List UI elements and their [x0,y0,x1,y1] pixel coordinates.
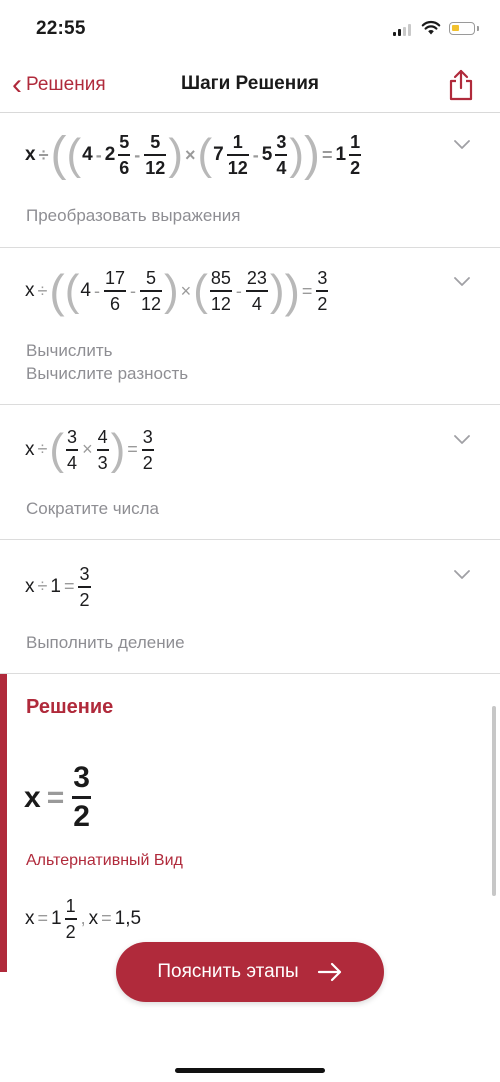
number: 1 [50,575,61,597]
equals-sign: = [63,576,75,597]
scrollbar[interactable] [492,706,496,896]
number: 7 [213,144,224,165]
fraction: $\frac{3}{4}$ [67,427,78,473]
fraction: $\frac{1}{2}$ [65,896,76,942]
minus-sign: - [95,144,102,165]
description-line: Вычислить [26,341,113,360]
back-button-label: Решения [26,74,106,95]
fraction: $\frac{5}{12}$ [140,268,162,314]
number: 1 [335,144,347,165]
chevron-down-icon[interactable] [454,140,470,150]
paren-open: ( [193,266,208,315]
paren-open: ( [49,424,65,474]
navigation-bar [0,58,500,113]
divide-sign: ÷ [37,576,48,597]
paren-close: ) [164,266,179,315]
arrow-right-icon [317,962,343,982]
minus-sign: - [134,144,141,165]
home-indicator[interactable] [175,1068,325,1073]
fraction: $\frac{23}{4}$ [246,268,267,314]
step-1[interactable] [0,113,500,248]
fraction: $\frac{3}{4}$ [276,132,287,178]
var-x: x [88,907,99,929]
comma: , [80,908,86,929]
var-x: x [24,780,41,814]
description-line: Сократите числа [26,499,159,518]
equals-sign: = [321,144,333,165]
fraction: $\frac{1}{2}$ [350,132,361,178]
step-2[interactable] [0,248,500,405]
times-sign: × [82,439,93,460]
fraction: $\frac{1}{12}$ [227,132,248,178]
chevron-down-icon[interactable] [454,277,470,287]
step-4-expression [24,564,93,610]
fraction: $\frac{3}{2}$ [79,564,90,610]
explain-steps-button[interactable] [116,942,384,1002]
equals-sign: = [37,908,49,929]
status-bar [0,0,500,58]
var-x: x [25,280,35,301]
solution-answer [24,762,93,833]
fraction: $\frac{3}{2}$ [73,761,90,833]
number: 4 [82,144,93,165]
step-3-expression [24,424,156,474]
var-x: x [25,907,35,929]
page-title: Шаги Решения [181,73,319,94]
fraction: $\frac{5}{6}$ [119,132,130,178]
fraction: $\frac{17}{6}$ [104,268,125,314]
number: 1 [51,907,62,929]
paren-close: ) [289,130,304,179]
paren-open: ( [50,128,67,181]
solution-section [0,674,500,972]
fraction: $\frac{85}{12}$ [210,268,231,314]
fraction: $\frac{3}{2}$ [142,427,153,473]
fraction: $\frac{3}{2}$ [317,268,328,314]
equals-sign: = [127,439,138,460]
paren-close: ) [304,128,320,181]
minus-sign: - [93,280,100,301]
step-2-expression [24,265,330,317]
chevron-left-icon: ‹ [12,68,22,101]
solution-heading: Решение [26,696,114,718]
var-x: x [25,575,35,597]
equals-sign: = [46,780,65,814]
minus-sign: - [129,280,136,301]
step-3[interactable] [0,405,500,540]
number: 2 [104,144,116,165]
alternative-form [24,896,142,942]
step-1-description [26,204,240,227]
description-line: Вычислите разность [26,364,189,383]
paren-close: ) [168,130,183,179]
paren-open: ( [49,265,65,317]
cellular-signal-icon [393,24,413,36]
equals-sign: = [301,280,313,301]
step-3-description [26,497,159,520]
status-time: 22:55 [36,18,86,39]
wifi-icon [421,20,441,36]
paren-close: ) [269,266,285,315]
fraction: $\frac{4}{3}$ [97,427,108,473]
paren-open: ( [66,130,82,179]
divide-sign: ÷ [37,439,48,460]
times-sign: × [184,144,196,165]
step-4-description [26,631,185,654]
paren-open: ( [64,266,80,315]
battery-icon [449,22,475,35]
times-sign: × [180,280,192,301]
number: 5 [261,144,273,165]
divide-sign: ÷ [38,144,49,165]
share-icon[interactable] [446,68,476,102]
paren-close: ) [110,424,126,474]
equals-sign: = [101,908,112,929]
paren-close: ) [284,265,300,317]
explain-steps-label: Пояснить этапы [157,961,299,982]
var-x: x [25,438,35,460]
minus-sign: - [252,144,259,165]
solution-accent-bar [0,674,7,972]
chevron-down-icon[interactable] [454,570,470,580]
description-line: Выполнить деление [26,633,185,652]
fraction: $\frac{5}{12}$ [145,132,166,178]
description-line: Преобразовать выражения [26,206,241,225]
chevron-down-icon[interactable] [454,435,470,445]
minus-sign: - [235,280,242,301]
step-1-expression [24,128,363,181]
number: 4 [80,280,91,301]
var-x: x [25,144,36,165]
decimal-value: 1,5 [114,907,142,929]
paren-open: ( [197,130,213,179]
divide-sign: ÷ [37,280,48,301]
step-2-description [26,339,188,385]
alternative-form-label: Альтернативный Вид [26,852,183,869]
step-4[interactable] [0,540,500,674]
